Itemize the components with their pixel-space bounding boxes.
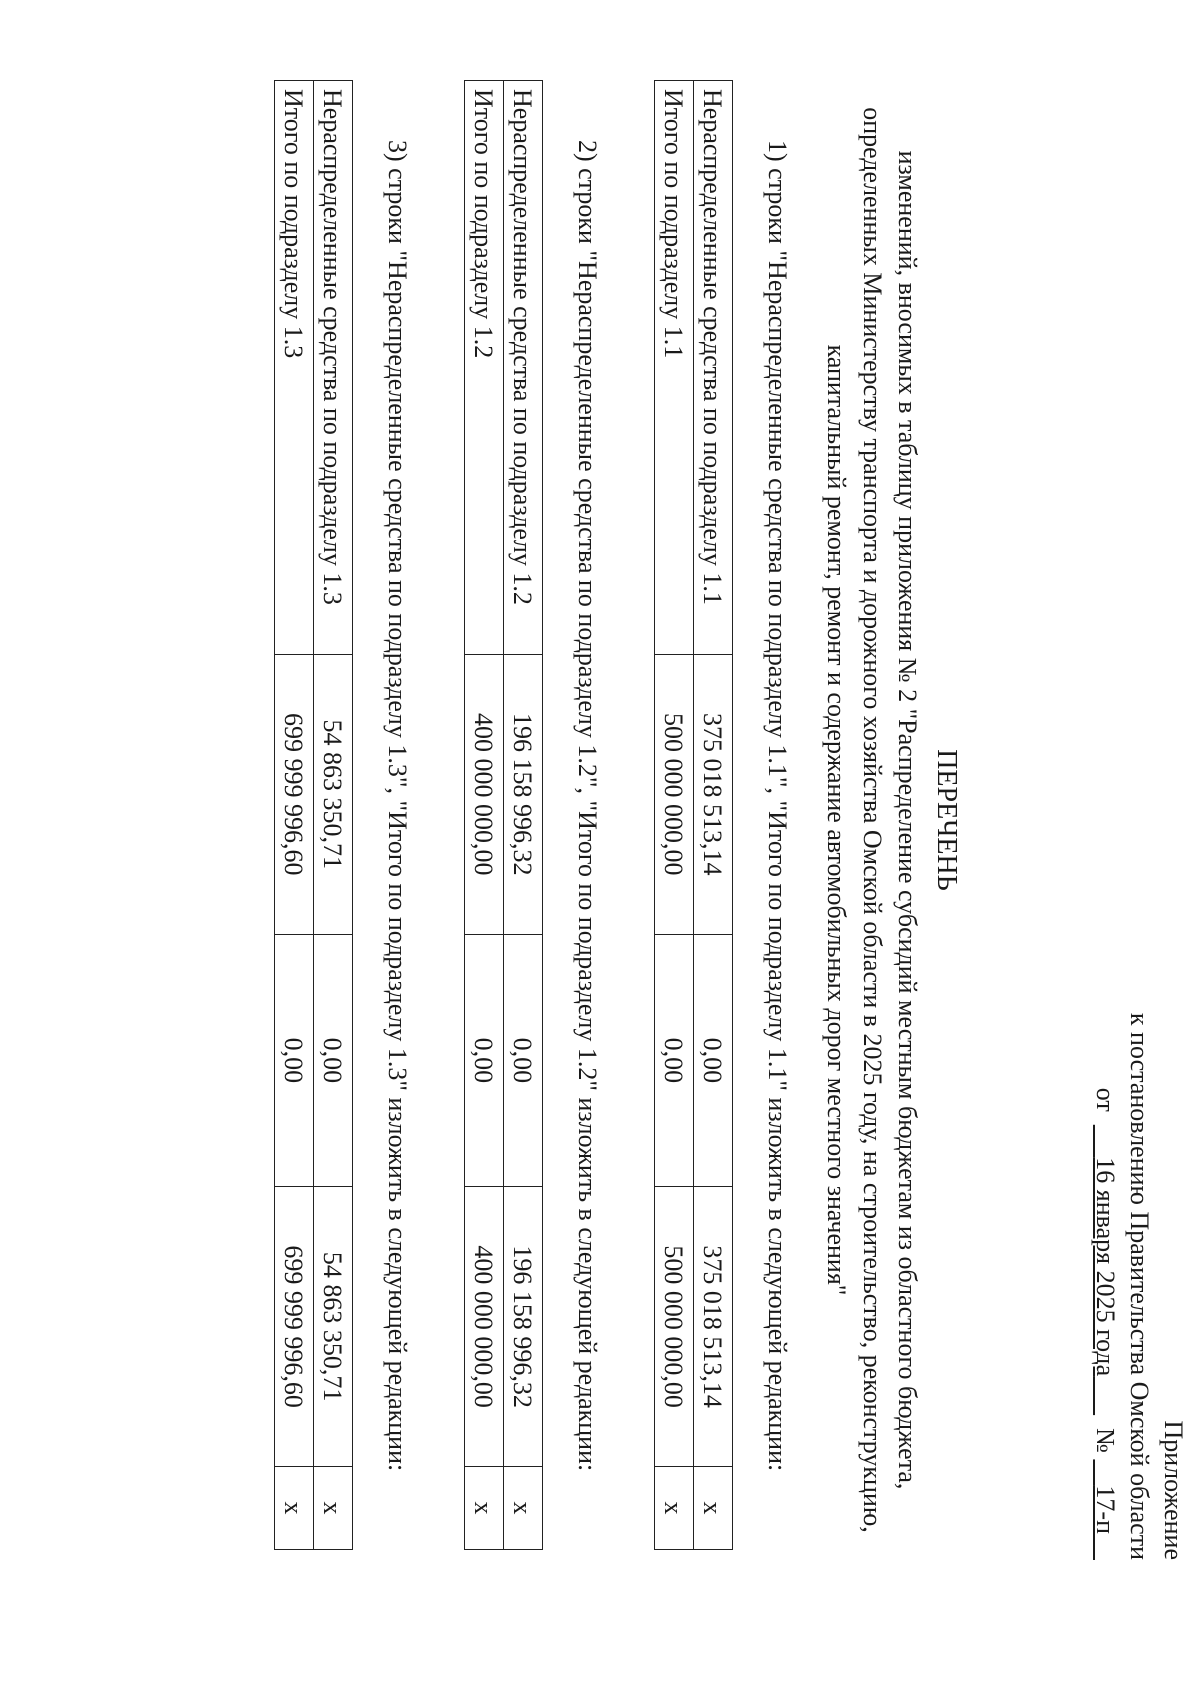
row-amount: 0,00 bbox=[503, 934, 542, 1187]
row-mark: х bbox=[693, 1466, 732, 1549]
row-name: Итого по подразделу 1.1 bbox=[654, 81, 693, 655]
table-row bbox=[464, 81, 503, 1550]
row-mark: х bbox=[274, 1466, 313, 1549]
document-title: ПЕРЕЧЕНЬ bbox=[931, 749, 962, 891]
row-amount: 375 018 513,14 bbox=[693, 654, 732, 934]
row-mark: х bbox=[503, 1466, 542, 1549]
row-name: Итого по подразделу 1.3 bbox=[274, 81, 313, 655]
row-mark: х bbox=[464, 1466, 503, 1549]
table-row bbox=[503, 81, 542, 1550]
amounts-table bbox=[464, 80, 543, 1550]
resolution-date: 16 января 2025 года bbox=[1091, 1157, 1121, 1377]
row-amount: 500 000 000,00 bbox=[654, 654, 693, 934]
row-name: Нераспределенные средства по подразделу 1.3 bbox=[313, 81, 352, 655]
from-label: от bbox=[1091, 1087, 1121, 1112]
section-2 bbox=[464, 80, 605, 1580]
row-amount: 0,00 bbox=[654, 934, 693, 1187]
section-intro: 1) строки "Нераспределенные средства по подразделу 1.1", "Итого по подразделу 1.1" изложить в следующей редакции: bbox=[763, 140, 792, 1472]
section-intro: 2) строки "Нераспределенные средства по подразделу 1.2", "Итого по подразделу 1.2" изложить в следующей редакции: bbox=[573, 140, 602, 1472]
row-amount: 400 000 000,00 bbox=[464, 1187, 503, 1467]
row-amount: 699 999 996,60 bbox=[274, 654, 313, 934]
section-1 bbox=[654, 80, 795, 1580]
table-row bbox=[693, 81, 732, 1550]
row-amount: 0,00 bbox=[274, 934, 313, 1187]
row-amount: 0,00 bbox=[464, 934, 503, 1187]
appendix-title: Приложение bbox=[1159, 1420, 1188, 1560]
row-amount: 54 863 350,71 bbox=[313, 1187, 352, 1467]
table-row bbox=[313, 81, 352, 1550]
amounts-table bbox=[654, 80, 733, 1550]
document-subtitle: изменений, вносимых в таблицу приложения № 2 "Распределение субсидий местным бюджетам из областного бюджета, определенных Министерству транспорта и дорожного хозяйства Омской области в 2025 году, на строительство, реконструкцию, капитальный ремонт, ремонт и содержание автомобильных дорог местного значения" bbox=[822, 107, 922, 1533]
appendix-resolution: к постановлению Правительства Омской области bbox=[1125, 1012, 1155, 1560]
resolution-number: 17-п bbox=[1091, 1485, 1121, 1534]
table-row bbox=[654, 81, 693, 1550]
row-amount: 0,00 bbox=[313, 934, 352, 1187]
row-name: Итого по подразделу 1.2 bbox=[464, 81, 503, 655]
table-row bbox=[274, 81, 313, 1550]
appendix-header bbox=[1089, 1013, 1190, 1560]
section-intro: 3) строки "Нераспределенные средства по подразделу 1.3", "Итого по подразделу 1.3" изложить в следующей редакции: bbox=[383, 140, 412, 1472]
row-amount: 0,00 bbox=[693, 934, 732, 1187]
row-amount: 500 000 000,00 bbox=[654, 1187, 693, 1467]
row-amount: 196 158 996,32 bbox=[503, 654, 542, 934]
row-amount: 375 018 513,14 bbox=[693, 1187, 732, 1467]
row-amount: 196 158 996,32 bbox=[503, 1187, 542, 1467]
appendix-date-line bbox=[1089, 1013, 1123, 1560]
row-mark: х bbox=[313, 1466, 352, 1549]
row-amount: 54 863 350,71 bbox=[313, 654, 352, 934]
row-mark: х bbox=[654, 1466, 693, 1549]
row-name: Нераспределенные средства по подразделу 1.2 bbox=[503, 81, 542, 655]
row-amount: 400 000 000,00 bbox=[464, 654, 503, 934]
document-page bbox=[150, 40, 1190, 1600]
row-name: Нераспределенные средства по подразделу 1.1 bbox=[693, 81, 732, 655]
row-amount: 699 999 996,60 bbox=[274, 1187, 313, 1467]
number-label: № bbox=[1091, 1428, 1121, 1453]
amounts-table bbox=[274, 80, 353, 1550]
section-3 bbox=[274, 80, 415, 1580]
